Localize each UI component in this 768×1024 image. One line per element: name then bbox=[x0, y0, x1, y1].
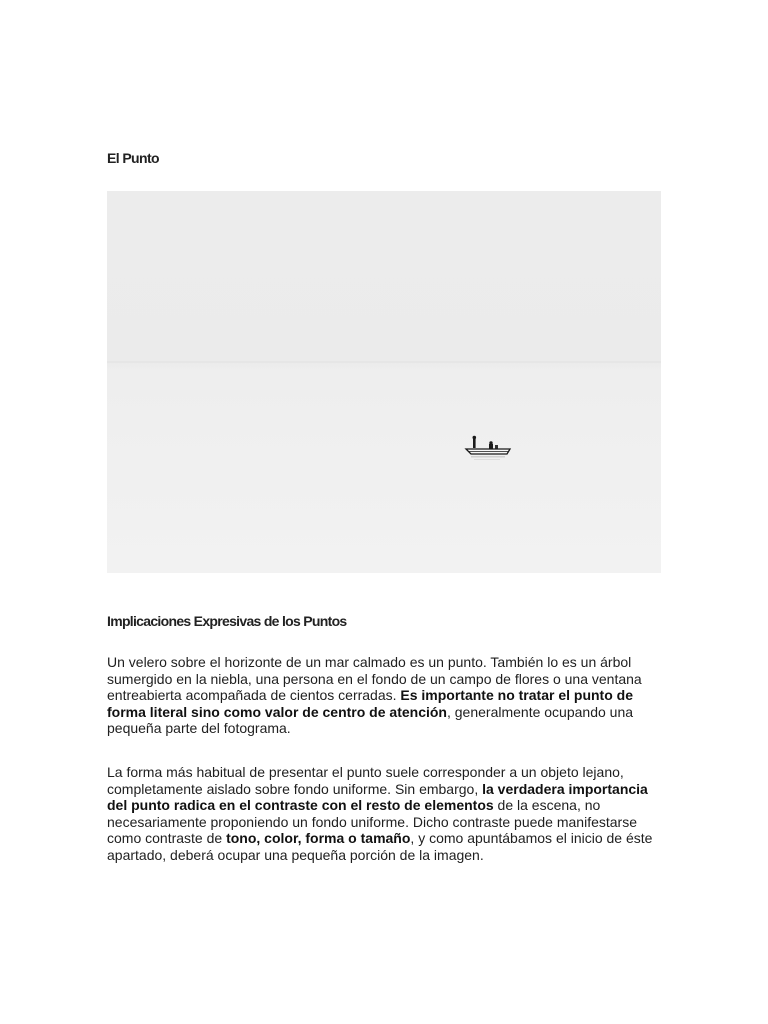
paragraph-1-bold: Es importante no tratar el punto de forma literal sino como valor de centro de atención bbox=[107, 687, 633, 720]
paragraph-2-text: La forma más habitual de presentar el punto suele corresponder a un objeto lejano, completamente aislado sobre fondo uniforme. Sin embargo, bbox=[107, 764, 624, 797]
page-title: El Punto bbox=[107, 150, 159, 166]
paragraph-1-text: Un velero sobre el horizonte de un mar calmado es un punto. También lo es un árbol sumergido en la niebla, una persona en el fondo de un campo de flores o una ventana entreabierta acompañada de cientos cerradas. bbox=[107, 654, 642, 704]
paragraph-2-bold-1: la verdadera importancia del punto radica en el contraste con el resto de elementos bbox=[107, 780, 648, 814]
paragraph-2 bbox=[107, 764, 667, 864]
paragraph-2-text-end: , y como apuntábamos el inicio de éste apartado, deberá ocupar una pequeña porción de la imagen. bbox=[107, 830, 653, 863]
photo-boat-on-calm-sea bbox=[107, 191, 661, 573]
paragraph-2-text-mid: de la escena, no necesariamente proponiendo un fondo uniforme. Dicho contraste puede manifestarse como contraste de bbox=[107, 797, 637, 847]
horizon-line bbox=[107, 361, 661, 363]
sky-and-water bbox=[107, 191, 661, 573]
section-heading: Implicaciones Expresivas de los Puntos bbox=[107, 613, 347, 629]
paragraph-1-text-end: , generalmente ocupando una pequeña parte del fotograma. bbox=[107, 703, 634, 737]
paragraph-1 bbox=[107, 654, 667, 737]
paragraph-2-bold-2: tono, color, forma o tamaño bbox=[226, 830, 411, 847]
